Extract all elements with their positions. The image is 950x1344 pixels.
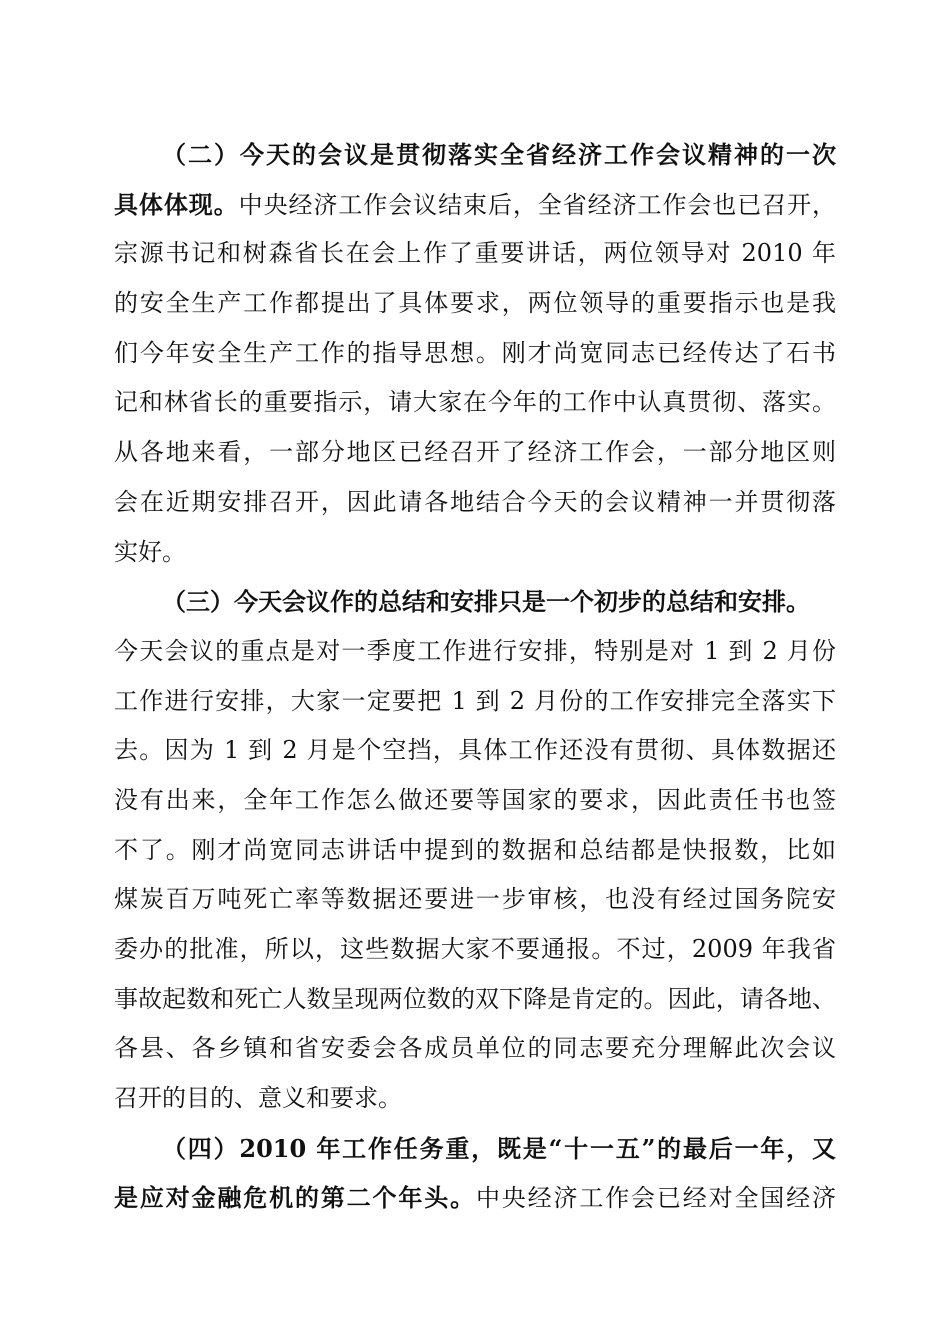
bold-heading: 是应对金融危机的第二个年头。 xyxy=(114,1183,476,1213)
bold-heading: 具体体现。 xyxy=(114,189,239,219)
body-text: 工作进行安排，大家一定要把 1 到 2 月份的工作安排完全落实下 xyxy=(114,686,836,715)
body-text: 记和林省长的重要指示，请大家在今年的工作中认真贯彻、落实。 xyxy=(114,388,836,417)
text-line xyxy=(114,1173,836,1223)
text-line xyxy=(114,229,836,279)
text-line xyxy=(114,428,836,478)
text-line xyxy=(114,528,836,578)
body-text: 不了。刚才尚宽同志讲话中提到的数据和总结都是快报数，比如 xyxy=(114,835,836,864)
text-line xyxy=(114,279,836,329)
text-line xyxy=(114,1074,836,1124)
body-text: 各县、各乡镇和省安委会各成员单位的同志要充分理解此次会议 xyxy=(114,1034,836,1063)
paragraph-section-3 xyxy=(114,577,836,1124)
body-text: 煤炭百万吨死亡率等数据还要进一步审核，也没有经过国务院安 xyxy=(114,885,836,914)
body-text: 从各地来看，一部分地区已经召开了经济工作会，一部分地区则 xyxy=(114,438,836,467)
text-line xyxy=(114,975,836,1025)
body-text: 去。因为 1 到 2 月是个空挡，具体工作还没有贯彻、具体数据还 xyxy=(114,736,836,765)
paragraph-section-4 xyxy=(114,1124,836,1223)
text-line xyxy=(114,826,836,876)
body-text: 今天会议的重点是对一季度工作进行安排，特别是对 1 到 2 月份 xyxy=(114,636,836,665)
bold-heading: （四）2010 年工作任务重，既是“十一五”的最后一年，又 xyxy=(162,1133,836,1163)
body-text: 会在近期安排召开，因此请各地结合今天的会议精神一并贯彻落 xyxy=(114,487,836,516)
bold-heading: （三）今天会议作的总结和安排只是一个初步的总结和安排。 xyxy=(162,587,810,617)
body-text: 中央经济工作会已经对全国经济 xyxy=(475,1184,837,1213)
body-text: 们今年安全生产工作的指导思想。刚才尚宽同志已经传达了石书 xyxy=(114,338,836,367)
text-line xyxy=(114,577,836,627)
body-text: 没有出来，全年工作怎么做还要等国家的要求，因此责任书也签 xyxy=(114,785,836,814)
bold-heading: （二）今天的会议是贯彻落实全省经济工作会议精神的一次 xyxy=(162,140,836,169)
text-line xyxy=(114,329,836,379)
text-line xyxy=(114,776,836,826)
text-line xyxy=(114,180,836,230)
body-text: 宗源书记和树森省长在会上作了重要讲话，两位领导对 2010 年 xyxy=(114,239,836,268)
text-line xyxy=(114,677,836,727)
body-text: 委办的批准，所以，这些数据大家不要通报。不过，2009 年我省 xyxy=(114,935,836,963)
body-text: 的安全生产工作都提出了具体要求，两位领导的重要指示也是我 xyxy=(114,289,836,318)
text-line xyxy=(114,130,836,180)
text-line xyxy=(114,378,836,428)
body-text: 实好。 xyxy=(114,537,186,566)
body-text: 中央经济工作会议结束后，全省经济工作会也已召开， xyxy=(238,190,837,219)
document-page xyxy=(114,130,836,1223)
text-line xyxy=(114,1024,836,1074)
text-line xyxy=(114,627,836,677)
paragraph-section-2 xyxy=(114,130,836,577)
body-text: 召开的目的、意义和要求。 xyxy=(114,1084,402,1113)
text-line xyxy=(114,726,836,776)
body-text: 事故起数和死亡人数呈现两位数的双下降是肯定的。因此，请各地、 xyxy=(114,984,836,1013)
text-line xyxy=(114,1124,836,1174)
text-line xyxy=(114,925,836,975)
text-line xyxy=(114,875,836,925)
text-line xyxy=(114,478,836,528)
